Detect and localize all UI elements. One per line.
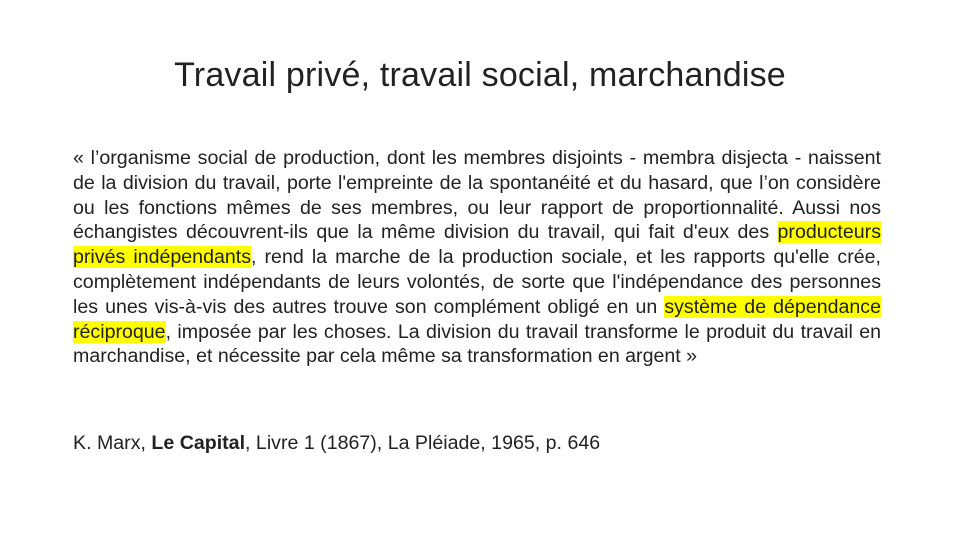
citation-author: K. Marx, bbox=[73, 432, 152, 454]
quote-text-part-3: , imposée par les choses. La division du travail transforme le produit du travail en marchandise, et nécessite par cela même sa transformation en argent » bbox=[73, 320, 881, 368]
highlight-reciprocal-dependence: système de dépendance réciproque bbox=[73, 295, 881, 343]
highlight-private-producers: producteurs privés indépendants bbox=[73, 221, 881, 269]
citation-details: , Livre 1 (1867), La Pléiade, 1965, p. 646 bbox=[245, 432, 601, 454]
slide-title: Travail privé, travail social, marchandise bbox=[174, 56, 786, 94]
citation bbox=[73, 431, 881, 456]
quote-text-part-1: « l’organisme social de production, dont les membres disjoints - membra disjecta - naissent de la division du travail, porte l'empreinte de la spontanéité et du hasard, que l’on considère ou les fonctions mêmes de ses membres, ou leur rapport de proportionnalité. Aussi nos échangistes découvrent-ils que la même division du travail, qui fait d'eux des bbox=[73, 147, 881, 244]
citation-book-title: Le Capital bbox=[151, 432, 246, 454]
quote-paragraph bbox=[73, 146, 881, 369]
quote-text-part-2: , rend la marche de la production sociale, et les rapports qu'elle crée, complètement indépendants de leurs volontés, de sorte que l'indépendance des personnes les unes vis-à-vis des autres trouve son complément obligé en un bbox=[73, 246, 881, 318]
